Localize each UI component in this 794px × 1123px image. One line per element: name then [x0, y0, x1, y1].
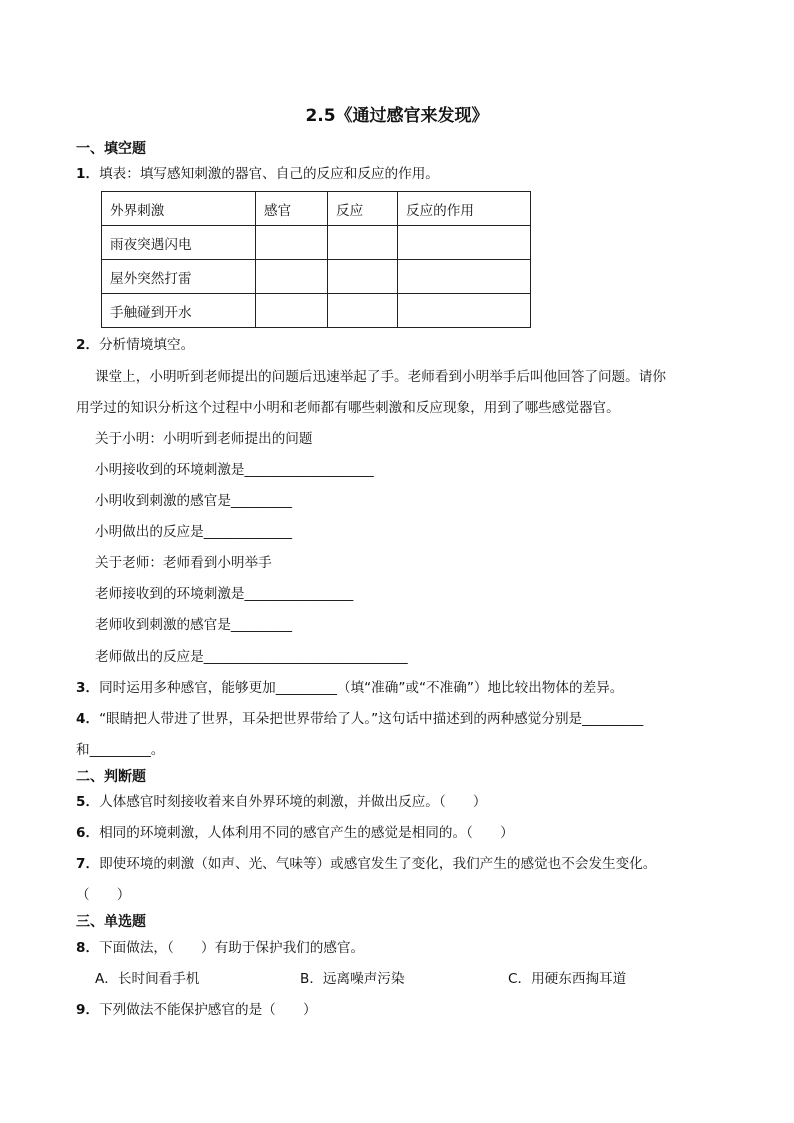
table-header-cell: 感官 [256, 192, 328, 226]
question-number: 8． [76, 940, 100, 956]
question-number: 9． [76, 1002, 100, 1018]
question-text: 下面做法，（ ）有助于保护我们的感官。 [99, 940, 365, 956]
answer-cell[interactable] [398, 260, 531, 294]
question-9 [76, 1000, 317, 1020]
prompt-line: 关于小明：小明听到老师提出的问题 [95, 431, 313, 447]
table-cell: 雨夜突遇闪电 [102, 226, 256, 260]
question-number: 4． [76, 711, 100, 727]
answer-cell[interactable] [398, 294, 531, 328]
table-cell: 手触碰到开水 [102, 294, 256, 328]
question-2 [76, 335, 194, 355]
section-choice-heading: 三、单选题 [76, 914, 146, 930]
option-b[interactable]: B．远离噪声污染 [300, 971, 405, 987]
table-header-row [102, 192, 531, 226]
answer-cell[interactable] [328, 260, 398, 294]
question-number: 6． [76, 825, 100, 841]
fill-blank-line: 小明收到刺激的感官是_________ [95, 493, 293, 509]
table-row [102, 294, 531, 328]
question-number: 3． [76, 680, 100, 696]
question-text: 即使环境的刺激（如声、光、气味等）或感官发生了变化，我们产生的感觉也不会发生变化。 [99, 856, 657, 872]
paragraph-line: 课堂上，小明听到老师提出的问题后迅速举起了手。老师看到小明举手后叫他回答了问题。请你 [95, 369, 666, 385]
answer-cell[interactable] [328, 294, 398, 328]
question-number: 2． [76, 337, 100, 353]
fill-blank-line: 老师收到刺激的感官是_________ [95, 617, 293, 633]
question-4 [76, 709, 643, 729]
section-judge-heading: 二、判断题 [76, 769, 146, 785]
question-text: 下列做法不能保护感官的是（ ） [99, 1002, 317, 1018]
table-header-cell: 外界刺激 [102, 192, 256, 226]
page-title: 2.5《通过感官来发现》 [305, 106, 489, 126]
question-3 [76, 678, 623, 698]
question-text: 人体感官时刻接收着来自外界环境的刺激，并做出反应。（ ） [99, 794, 487, 810]
answer-cell[interactable] [256, 294, 328, 328]
answer-cell[interactable] [328, 226, 398, 260]
question-number: 5． [76, 794, 100, 810]
fill-blank-line: 小明做出的反应是_____________ [95, 524, 293, 540]
question-1 [76, 164, 439, 184]
answer-cell[interactable] [256, 226, 328, 260]
table-row [102, 260, 531, 294]
question-8 [76, 938, 364, 958]
question-number: 1． [76, 166, 100, 182]
section-fill-heading: 一、填空题 [76, 141, 146, 157]
question-6 [76, 823, 514, 843]
question-text: 填表：填写感知刺激的器官、自己的反应和反应的作用。 [99, 166, 439, 182]
table-header-cell: 反应 [328, 192, 398, 226]
question-7-continuation: （ ） [76, 887, 131, 903]
question-text: 相同的环境刺激，人体利用不同的感官产生的感觉是相同的。（ ） [99, 825, 514, 841]
question-7 [76, 854, 656, 874]
question-4-continuation: 和_________。 [76, 742, 165, 758]
question-5 [76, 792, 486, 812]
option-a[interactable]: A．长时间看手机 [95, 971, 200, 987]
paragraph-line: 用学过的知识分析这个过程中小明和老师都有哪些刺激和反应现象，用到了哪些感觉器官。 [76, 400, 620, 416]
question-text: 同时运用多种感官，能够更加_________（填“准确”或“不准确”）地比较出物体的差异。 [99, 680, 624, 696]
option-c[interactable]: C．用硬东西掏耳道 [508, 971, 627, 987]
prompt-line: 关于老师：老师看到小明举手 [95, 555, 272, 571]
fill-blank-line: 小明接收到的环境刺激是___________________ [95, 462, 374, 478]
answer-table [101, 191, 531, 328]
table-cell: 屋外突然打雷 [102, 260, 256, 294]
table-row [102, 226, 531, 260]
question-text: 分析情境填空。 [99, 337, 195, 353]
answer-cell[interactable] [398, 226, 531, 260]
fill-blank-line: 老师接收到的环境刺激是________________ [95, 586, 354, 602]
question-number: 7． [76, 856, 100, 872]
question-text: “眼睛把人带进了世界，耳朵把世界带给了人。”这句话中描述到的两种感觉分别是_________ [99, 711, 644, 727]
answer-cell[interactable] [256, 260, 328, 294]
fill-blank-line: 老师做出的反应是______________________________ [95, 649, 408, 665]
table-header-cell: 反应的作用 [398, 192, 531, 226]
